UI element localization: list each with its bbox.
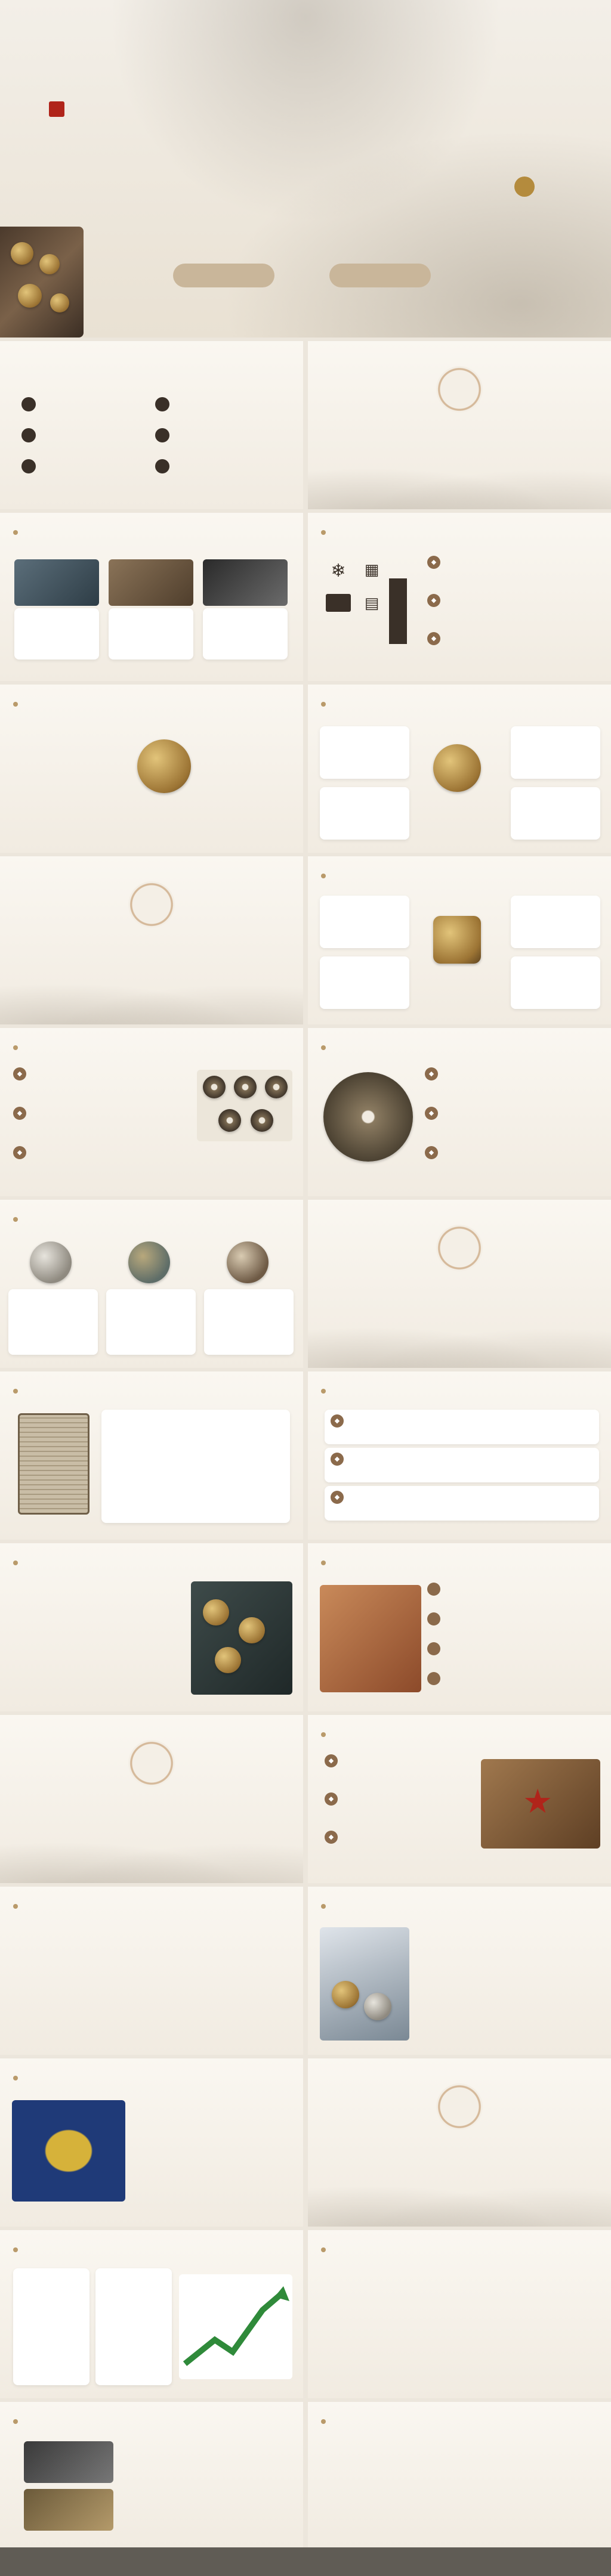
section-4-slide — [0, 1715, 303, 1883]
bullet-icon: ◆ — [13, 1107, 26, 1120]
slide-future-trend — [0, 2058, 303, 2227]
dynasty-item — [425, 1066, 601, 1102]
dynasty-item — [13, 1145, 192, 1181]
info-card — [204, 1289, 294, 1355]
info-card — [320, 896, 409, 948]
case-photo-1 — [24, 2441, 113, 2483]
slide-policy-goals — [0, 2230, 303, 2398]
qin-list — [13, 1066, 192, 1185]
item-metal-impact — [18, 1585, 185, 1587]
bullet-icon: ◆ — [427, 594, 440, 607]
coin-types-list — [325, 1410, 599, 1529]
coin-icon — [39, 254, 60, 274]
jiaozi-card — [101, 1410, 290, 1523]
bullet-icon: ◆ — [325, 1754, 338, 1767]
bullet-icon — [427, 1612, 440, 1626]
reason-item — [427, 1611, 600, 1637]
coin-icon — [239, 1617, 265, 1643]
coin-icon — [332, 1981, 359, 2008]
item-paper-impact — [18, 1639, 185, 1640]
toc-number-badge — [21, 397, 36, 411]
ancient-coins-photo — [197, 1070, 292, 1141]
icon-grid — [326, 561, 415, 650]
silver-coin-icon — [30, 1241, 72, 1283]
policy-background-card — [13, 2268, 90, 2385]
info-card — [511, 956, 600, 1009]
bg-card-1 — [14, 608, 99, 660]
bg-card-2 — [109, 608, 193, 660]
copper-coin-icon — [128, 1241, 170, 1283]
ink-wash-background — [0, 0, 611, 338]
dynasty-item — [425, 1106, 601, 1141]
bullet-icon — [427, 1672, 440, 1685]
cover-slide — [0, 0, 611, 338]
bullet-icon: ◆ — [427, 632, 440, 645]
toc-number-badge — [21, 459, 36, 473]
info-card — [511, 787, 600, 840]
slide-jiaozi — [0, 1371, 303, 1540]
reaction-list — [325, 2268, 599, 2394]
framework-item — [325, 1791, 474, 1826]
bullet-icon — [427, 1642, 440, 1655]
toc-item[interactable] — [21, 396, 150, 423]
song-list — [425, 1066, 601, 1185]
bullet-icon: ◆ — [331, 1491, 344, 1504]
forms-list — [427, 555, 600, 668]
coin-stack-icon — [227, 1241, 269, 1283]
four-systems-list — [320, 896, 600, 1015]
slide-fed-case — [0, 2402, 303, 2547]
reason-item — [427, 1671, 600, 1697]
role-list — [320, 726, 600, 846]
slide-impact — [0, 1543, 303, 1711]
reporter-pill — [173, 264, 274, 287]
section-5-slide — [308, 2058, 611, 2227]
dynasty-item — [13, 1106, 192, 1141]
slide-qin-tang — [0, 1028, 303, 1196]
form-item — [427, 631, 600, 665]
info-card — [320, 726, 409, 779]
form-item — [427, 555, 600, 589]
bullet-icon: ◆ — [425, 1107, 438, 1120]
bullet-icon: ◆ — [331, 1453, 344, 1466]
case-photo-2 — [24, 2489, 113, 2531]
bullet-icon: ◆ — [425, 1067, 438, 1080]
mountain-decor — [0, 1829, 303, 1883]
section-number-seal — [436, 2083, 483, 2130]
coin-icon — [364, 1993, 391, 2020]
coin-type-item — [325, 1486, 599, 1521]
photo-cash — [203, 559, 288, 606]
item-paper-money — [197, 718, 292, 720]
slide-market-reaction — [308, 2230, 611, 2398]
mountain-decor — [308, 456, 611, 509]
snowflake-icon: ❄ — [331, 561, 346, 581]
toc-number-badge — [21, 428, 36, 442]
slide-silver-copper — [0, 1200, 303, 1368]
toc-item[interactable] — [155, 458, 284, 485]
coin-icon — [18, 284, 42, 308]
mountain-decor — [0, 971, 303, 1024]
info-card — [320, 956, 409, 1009]
bullet-icon — [427, 1583, 440, 1596]
money-bill-icon — [326, 594, 351, 612]
coin-type-item — [325, 1448, 599, 1482]
framework-item — [325, 1829, 474, 1864]
star-icon: ★ — [523, 1782, 553, 1820]
dynasty-item — [425, 1145, 601, 1181]
bullet-icon: ◆ — [425, 1146, 438, 1159]
red-seal-mark — [49, 101, 64, 117]
item-modern-money — [197, 786, 292, 788]
photo-market — [14, 559, 99, 606]
reasons-list — [427, 1581, 600, 1701]
bullet-icon: ◆ — [13, 1067, 26, 1080]
info-card — [106, 1289, 196, 1355]
form-item — [427, 593, 600, 627]
rmb-history-list — [12, 1924, 292, 2043]
watermark-footer — [0, 2547, 611, 2576]
slide-coin-types — [308, 1371, 611, 1540]
slide-money-role — [308, 685, 611, 853]
slide-artificial-money — [0, 685, 303, 853]
toc-item[interactable] — [21, 427, 150, 454]
bullet-icon: ◆ — [331, 1414, 344, 1428]
currency-list — [415, 1927, 600, 2046]
slide-early-forms — [308, 513, 611, 681]
section-number-seal — [436, 1225, 483, 1271]
case-list — [125, 2439, 292, 2540]
coin-icon — [203, 1076, 226, 1098]
banknote-photo — [320, 1585, 421, 1692]
info-card — [8, 1289, 98, 1355]
coins-pile-photo — [320, 1927, 409, 2041]
old-banknote-photo — [481, 1759, 600, 1849]
jiaozi-note-image — [18, 1413, 90, 1515]
section-3-slide — [308, 1200, 611, 1368]
item-coin-casting — [18, 756, 125, 758]
toc-slide — [0, 341, 303, 509]
dynasty-item — [13, 1066, 192, 1102]
coin-icon — [218, 1109, 241, 1132]
reason-item — [427, 1641, 600, 1667]
bullet-icon: ◆ — [325, 1792, 338, 1806]
bullet-icon: ◆ — [427, 556, 440, 569]
info-card — [511, 896, 600, 948]
slide-song-qing — [308, 1028, 611, 1196]
slide-four-systems — [308, 856, 611, 1024]
coin-tray-photo — [0, 227, 84, 338]
document-icon: ▦ — [364, 561, 379, 578]
coin-icon — [265, 1076, 288, 1098]
toc-item[interactable] — [21, 458, 150, 485]
toc-number-badge — [155, 428, 169, 442]
info-card — [511, 726, 600, 779]
info-card — [320, 787, 409, 840]
section-number-seal — [436, 366, 483, 413]
world-map-image — [12, 2100, 125, 2202]
chart-trend-image — [179, 2274, 292, 2379]
slide-china-policy — [308, 2402, 611, 2547]
slide-framework — [308, 1715, 611, 1883]
mountain-decor — [308, 1314, 611, 1368]
section-2-slide — [0, 856, 303, 1024]
mountain-decor — [308, 2173, 611, 2227]
trend-arrow-icon — [179, 2274, 292, 2379]
framework-item — [325, 1753, 474, 1788]
section-1-slide — [308, 341, 611, 509]
time-pill — [329, 264, 431, 287]
slide-rmb-history — [0, 1887, 303, 2055]
toc-item[interactable] — [155, 396, 284, 423]
coin-icon — [215, 1647, 241, 1673]
calculator-icon: ▤ — [364, 594, 379, 612]
framework-list — [325, 1753, 474, 1872]
coin-type-item — [325, 1410, 599, 1444]
section-number-seal — [128, 1740, 175, 1787]
coin-icon — [11, 242, 33, 265]
china-policy-list — [332, 2441, 594, 2543]
coin-icon — [234, 1076, 257, 1098]
section-number-seal — [128, 881, 175, 928]
string-coins-photo — [191, 1581, 292, 1695]
cash-label — [389, 578, 407, 644]
future-list — [134, 2097, 292, 2216]
slide-alternation-reasons — [308, 1543, 611, 1711]
slide-background-reasons — [0, 513, 303, 681]
policy-goal-card — [95, 2268, 172, 2385]
gold-coin-icon — [137, 739, 191, 793]
coin-icon — [203, 1599, 229, 1626]
bullet-icon: ◆ — [13, 1146, 26, 1159]
cover-badge — [514, 177, 535, 197]
coin-icon — [50, 293, 69, 312]
square-hole-coin-icon — [323, 1072, 413, 1162]
reason-item — [427, 1581, 600, 1608]
coin-icon — [251, 1109, 273, 1132]
toc-number-badge — [155, 397, 169, 411]
photo-goods — [109, 559, 193, 606]
toc-number-badge — [155, 459, 169, 473]
bg-card-3 — [203, 608, 288, 660]
bullet-icon: ◆ — [325, 1831, 338, 1844]
metal-list — [8, 1289, 297, 1361]
slide-major-currencies — [308, 1887, 611, 2055]
toc-item[interactable] — [155, 427, 284, 454]
toc-list — [21, 396, 284, 497]
